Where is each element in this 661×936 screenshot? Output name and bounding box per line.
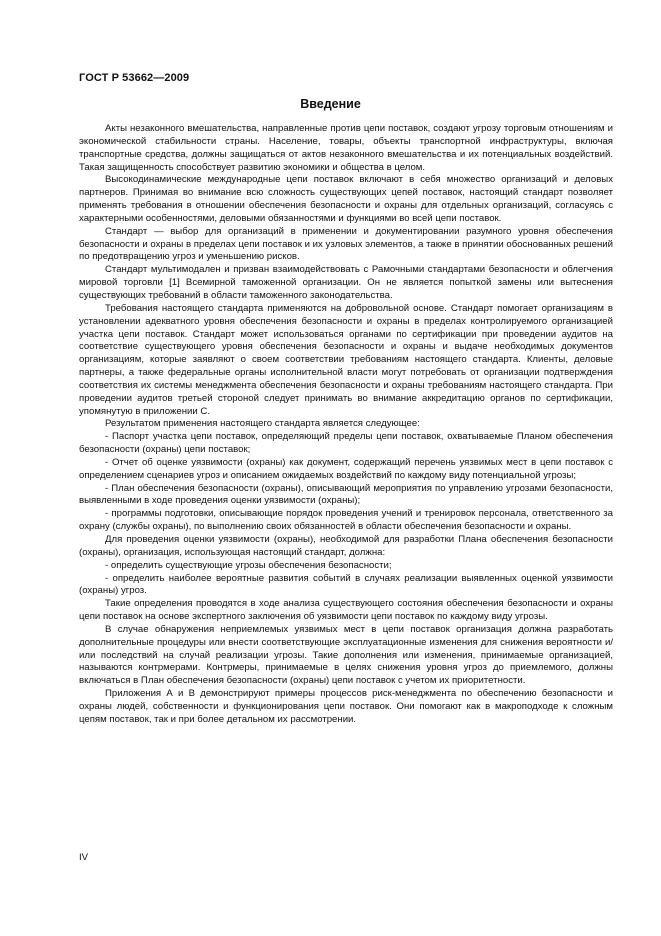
paragraph: Стандарт — выбор для организаций в применении и документировании разумного уровня обеспечения безопасности и охраны в пределах цепи поставок и их узловых элементов, а также в принятии обоснованных решений по предотвращению угроз и уменьшению рисков. [79,225,613,263]
paragraph: Высокодинамические международные цепи поставок включают в себя множество организаций и деловых партнеров. Принимая во внимание всю сложность существующих цепей поставок, настоящий стандарт позволяет применять требования в отношении обеспечения безопасности и охраны для отдельных организаций, согласуясь с характерными особенностями, деловыми обязанностями и функциями во всей цепи поставок. [79,174,613,224]
list-item: - Паспорт участка цепи поставок, определяющий пределы цепи поставок, охватываемые Планом обеспечения безопасности (охраны) цепи поставок; [79,431,613,456]
paragraph: Стандарт мультимодален и призван взаимодействовать с Рамочными стандартами безопасности и облегчения мировой торговли [1] Всемирной таможенной организации. Он не является попыткой замены или вытеснения существующих требований в области таможенного законодательства. [79,264,613,301]
list-item: - Отчет об оценке уязвимости (охраны) как документ, содержащий перечень уязвимых мест в цепи поставок с определением сценариев угроз и описанием ожидаемых воздействий по каждому виду потенциальной угрозы; [79,456,613,481]
paragraph: Приложения А и В демонстрируют примеры процессов риск-менеджмента по обеспечению безопасности и охраны людей, собственности и функционирования цепи поставок. Они помогают как в макроподходе к сложным цепям поставок, так и при более детальном их рассмотрении. [79,688,613,725]
standard-code: ГОСТ Р 53662—2009 [79,72,190,84]
list-item: - программы подготовки, описывающие порядок проведения учений и тренировок персонала, ответственного за охрану (службы охраны), по выполнению своих обязанностей в области обеспечения безопасности и охраны. [79,508,613,533]
paragraph: Для проведения оценки уязвимости (охраны), необходимой для разработки Плана обеспечения безопасности (охраны), организация, использующая настоящий стандарт, должна: [79,534,613,558]
list-item: - План обеспечения безопасности (охраны), описывающий мероприятия по управлению угрозами безопасности, выявленными в ходе проведения оценки уязвимости (охраны); [79,482,613,507]
paragraph: Требования настоящего стандарта применяются на добровольной основе. Стандарт помогает организациям в установлении адекватного уровня обеспечения безопасности и охраны в пределах контролируемого организацией участка цепи поставок. Стандарт может использоваться органами по сертификации при проведении аудитов на соответствие существующего уровня обеспечения безопасности и охраны и выдаче необходимых документов организациям, которые заявляют о своем соответствии требованиям настоящего стандарта. Клиенты, деловые партнеры, а также федеральные органы исполнительной власти могут потребовать от организации подтверждения соответствия их системы менеджмента обеспечения безопасности и охраны требованиям настоящего стандарта. При проведении аудитов третьей стороной следует принимать во внимание аккредитацию органов по сертификации, упомянутую в приложении С. [79,302,613,417]
page-number: IV [79,852,89,863]
list-item: - определить наиболее вероятные развития событий в случаях реализации выявленных оценкой уязвимости (охраны) угроз. [79,572,613,597]
paragraph: Акты незаконного вмешательства, направленные против цепи поставок, создают угрозу торговым отношениям и экономической стабильности страны. Население, товары, объекты транспортной инфраструктуры, включая транспортные средства, должны защищаться от актов незаконного вмешательства и их потенциальных воздействий. Такая защищенность способствует развитию экономики и общества в целом. [79,123,613,173]
body-text [79,123,613,727]
paragraph: В случае обнаружения неприемлемых уязвимых мест в цепи поставок организация должна разработать дополнительные процедуры или внести соответствующие эксплуатационные изменения для снижения вероятности и/или последствий на случай реализации угрозы. Такие дополнения или изменения, принимаемые организацией, называются контрмерами. Контрмеры, принимаемые в целях снижения уровня угроз до приемлемого, должны включаться в План обеспечения безопасности (охраны) цепи поставок с учетом их приоритетности. [79,623,613,687]
list-item: - определить существующие угрозы обеспечения безопасности; [105,559,392,571]
paragraph: Такие определения проводятся в ходе анализа существующего состояния обеспечения безопасности и охраны цепи поставок на основе экспертного заключения об уязвимости цепи поставок по каждому виду угрозы. [79,598,613,623]
section-title: Введение [300,97,361,111]
paragraph: Результатом применения настоящего стандарта является следующее: [105,418,420,430]
